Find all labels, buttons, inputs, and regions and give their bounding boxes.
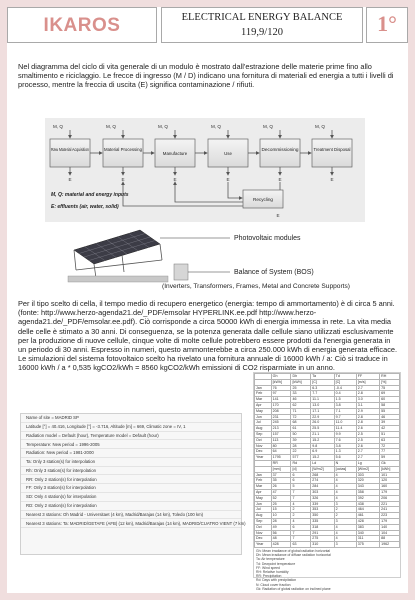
table-cell: 1.5 [334, 397, 356, 403]
table-cell: 179 [380, 489, 400, 495]
table-cell: 2.7 [356, 449, 379, 455]
table-cell: 9.9 [334, 431, 356, 437]
table-cell: Rd [291, 460, 311, 466]
note-line: N: Cloud cover fraction [256, 582, 291, 587]
stage-raw-material: Raw Material Acquisition [51, 147, 90, 152]
table-cell: 284 [311, 484, 334, 490]
table-cell: 22.9 [311, 414, 334, 420]
table-cell: 26 [271, 484, 291, 490]
table-cell: Mar [255, 397, 272, 403]
table-cell: Dh [291, 374, 311, 380]
table-cell: 25.5 [311, 426, 334, 432]
body-paragraph: Per il tipo scelto di cella, il tempo medio di recupero energetico (energia: tempo di ammortamento) è di circa 5 anni.(fonte: http://www.herzo-agenda21.de/_PDF/emsolar HYPERLINK.ee.pdf http://www.herzo-agenda21.de/_PDF/emsolar.ee.pdf). Ciò corrisponde a circa 50000 kWh di energia immessa in rete. La vita media delle celle è stimato a 30 anni. Di conseguenza, se la potenza generata dalle cellule siano utilizzati esclusivamente per la produzione di nuove cellule, cinque volte di molte cellule potrebbero essere prodotti da l'energia generata in un periodo di 30 anni. Espresso in numeri, questo ammonterebbe a circa 250.000 kWh di energia generata efficace. Le simulazioni del sistema fotovoltaico scelto ha rivelato una fornitura annuale di 16000 kWh / a: Ciò si traduce in 16000 kWh / a * 0,535 kgCO2/kWh = 8560 kgCO2/kWh emissioni di CO2 risparmiate in un anno. [18, 299, 398, 373]
table-cell: 56 [271, 530, 291, 536]
stage-box-decommissioning [260, 139, 300, 167]
table-cell: 353 [311, 507, 334, 513]
table-cell: 60 [380, 397, 400, 403]
table-cell: 2.7 [356, 385, 379, 391]
table-cell: 326 [311, 495, 334, 501]
table-cell: 3.8 [334, 402, 356, 408]
table-cell: 2.6 [356, 426, 379, 432]
table-cell: 28 [271, 518, 291, 524]
table-cell: 25 [271, 501, 291, 507]
legend-effluents: E: effluents (air, water, solid) [51, 204, 119, 210]
table-cell: 68 [291, 420, 311, 426]
note-line: Gh: Mean irradiance of global radiation horizontal [256, 548, 331, 553]
table-cell: Jul [255, 420, 272, 426]
table-cell: 59 [380, 455, 400, 461]
table-cell: 3.1 [356, 402, 379, 408]
table-cell: 72 [380, 443, 400, 449]
note-line: RH: Relative humidity [256, 569, 289, 574]
table-cell: 7.1 [334, 408, 356, 414]
table-cell: 160 [380, 484, 400, 490]
note-line: Ta: Air temperature [256, 557, 285, 562]
table-cell: 340 [356, 530, 379, 536]
table-cell: [octas] [334, 466, 356, 472]
table-cell: 274 [311, 478, 334, 484]
output-label-2: E [121, 177, 125, 182]
table-cell: 76 [271, 385, 291, 391]
title-box [161, 7, 363, 43]
table-cell: 69 [380, 391, 400, 397]
table-cell: Td [334, 374, 356, 380]
table-cell: 51 [380, 431, 400, 437]
input-label-1: M, Q [53, 124, 63, 129]
climate-data-panel [253, 372, 401, 591]
table-cell: Nov [255, 530, 272, 536]
table-cell: Year [255, 542, 272, 548]
site-info-row: FF: Only 3 station(s) for interpolation [21, 484, 241, 493]
stage-box-material-processing [103, 139, 143, 167]
table-cell: 4 [291, 501, 311, 507]
table-cell: 461 [356, 513, 379, 519]
table-cell: [W/m2] [311, 466, 334, 472]
table-cell: 39 [380, 420, 400, 426]
recycling-label: Recycling [253, 197, 273, 202]
table-cell: 208 [271, 408, 291, 414]
table-cell: 15.2 [311, 437, 334, 443]
table-cell: 7 [291, 536, 311, 542]
table-cell: 11.0 [334, 420, 356, 426]
site-info-row: Radiation model = Default (hour), Temperature model = Default (hour) [21, 432, 241, 441]
table-cell: 428 [271, 542, 291, 548]
table-cell: Aug [255, 426, 272, 432]
table-cell: 2.8 [356, 391, 379, 397]
table-cell: 4 [334, 524, 356, 530]
table-cell: 52 [271, 495, 291, 501]
table-cell: 15.2 [311, 455, 334, 461]
site-info-row: Temperature: New period = 1996-2005 [21, 440, 241, 449]
table-cell: 0.4 [334, 391, 356, 397]
table-cell: 179 [380, 518, 400, 524]
table-cell: Gh [271, 374, 291, 380]
table-cell: 63 [380, 437, 400, 443]
table-cell: 464 [356, 507, 379, 513]
inverter-illustration [174, 264, 188, 280]
table-cell: 339 [311, 501, 334, 507]
table-cell: 46 [291, 397, 311, 403]
table-cell: Jul [255, 507, 272, 513]
table-cell: 6 [291, 472, 311, 478]
table-cell: Ta [311, 374, 334, 380]
table-cell: 2.6 [356, 443, 379, 449]
table-cell: 2 [334, 513, 356, 519]
site-info-row: RD: Only 2 station(s) for interpolation [21, 502, 241, 511]
input-label-5: M, Q [263, 124, 273, 129]
table-cell: 4 [291, 518, 311, 524]
table-cell: 72 [291, 414, 311, 420]
output-label-6: E [330, 177, 334, 182]
table-cell: 223 [380, 513, 400, 519]
input-label-6: M, Q [315, 124, 325, 129]
table-cell: Aug [255, 513, 272, 519]
table-cell: 62 [291, 402, 311, 408]
table-cell: 6 [291, 524, 311, 530]
site-info-row: Radiation: New period = 1981-2000 [21, 449, 241, 458]
table-cell: 26.0 [311, 420, 334, 426]
table-cell: 375 [356, 542, 379, 548]
table-cell: 275 [311, 536, 334, 542]
note-line: RR: Precipitation [256, 574, 282, 579]
table-cell: 4 [334, 536, 356, 542]
site-info-panel [20, 413, 246, 555]
table-cell: 3 [334, 542, 356, 548]
table-cell: Jun [255, 414, 272, 420]
site-info-row: Nearest 3 stations: Oh Madrid - Universitaet (4 km), Madrid/Barajas (14 km), Toledo (100 km) [21, 511, 241, 520]
table-cell: 75 [380, 385, 400, 391]
output-label-3: E [173, 177, 177, 182]
table-cell: 392 [356, 495, 379, 501]
table-cell: 6.3 [311, 385, 334, 391]
stage-manufacture: Manufacture [162, 151, 188, 156]
table-cell: Feb [255, 478, 272, 484]
table-cell: 231 [271, 414, 291, 420]
header [7, 7, 408, 44]
site-info-row: Nearest 3 stations: Ta: MADRID/GETAFE (AFB) (12 km), Madrid/Barajas (14 km), MADRID/CUATRO VIENT (7 km) [21, 519, 241, 528]
table-cell: -0.4 [334, 385, 356, 391]
site-info-row: Name of site = MADRID SP [21, 414, 241, 423]
table-cell: 9.8 [311, 443, 334, 449]
note-line: Rd: Days with precipitation [256, 578, 297, 583]
table-cell: Mar [255, 484, 272, 490]
input-label-2: M, Q [106, 124, 116, 129]
table-cell: 46 [380, 414, 400, 420]
table-cell: 343 [356, 484, 379, 490]
table-cell: 335 [311, 518, 334, 524]
table-cell: 7 [291, 530, 311, 536]
table-cell: 7 [291, 495, 311, 501]
stage-treatment: Treatment Disposal [313, 147, 351, 152]
table-cell: 318 [311, 524, 334, 530]
table-cell: 63 [291, 542, 311, 548]
table-cell: 1.3 [334, 449, 356, 455]
note-line: Dh: Mean irradiance of diffuse radiation horizontal [256, 553, 331, 558]
brand-name: IKAROS [43, 15, 121, 36]
climate-notes [254, 548, 400, 592]
table-cell: [C] [311, 379, 334, 385]
table-cell: 320 [356, 478, 379, 484]
table-cell: 64 [271, 449, 291, 455]
site-info-row: Latitude [°] = 40.416, Longitude [°] = -3.716, Altitude [m] = 669, Climatic zone = IV, 1 [21, 423, 241, 432]
table-cell: 3.8 [334, 443, 356, 449]
table-cell: Sep [255, 518, 272, 524]
table-cell: 1962 [380, 542, 400, 548]
table-cell: 2.5 [356, 431, 379, 437]
section-number-box [366, 7, 408, 43]
table-cell: May [255, 495, 272, 501]
brand-box [7, 7, 157, 43]
table-cell: 7.6 [334, 437, 356, 443]
table-cell: 438 [356, 501, 379, 507]
table-cell: 245 [271, 420, 291, 426]
table-cell: 11.4 [334, 426, 356, 432]
table-cell: 3 [334, 518, 356, 524]
table-cell: [C] [334, 379, 356, 385]
table-cell: 4 [334, 530, 356, 536]
site-info-row: Ta: Only 3 station(s) for interpolation [21, 458, 241, 467]
stage-material-processing: Material Processing [104, 147, 143, 152]
table-cell: 25 [291, 385, 311, 391]
table-cell: 97 [271, 391, 291, 397]
table-cell: 2 [291, 507, 311, 513]
table-cell: 303 [356, 472, 379, 478]
table-cell: 58 [380, 402, 400, 408]
table-cell: May [255, 408, 272, 414]
table-cell: 22 [291, 449, 311, 455]
table-cell: [d] [291, 466, 311, 472]
table-cell: 7 [291, 489, 311, 495]
table-cell: 55 [380, 408, 400, 414]
recycling-output-label: E [276, 213, 280, 218]
table-cell: Dec [255, 536, 272, 542]
bos-label: Balance of System (BOS) [234, 269, 314, 276]
table-cell: 206 [380, 495, 400, 501]
table-cell: Dec [255, 449, 272, 455]
output-label-4: E [226, 177, 230, 182]
table-cell: [m/s] [356, 379, 379, 385]
table-row [255, 542, 400, 548]
table-cell: 50 [291, 431, 311, 437]
table-cell: 71 [291, 408, 311, 414]
pv-system-figure [62, 224, 352, 292]
table-cell: RH [380, 374, 400, 380]
table-cell: 10 [271, 513, 291, 519]
note-line: Td: Dewpoint temperature [256, 561, 296, 566]
table-cell: 2.9 [356, 408, 379, 414]
table-cell: 2.7 [356, 455, 379, 461]
table-cell: 428 [356, 518, 379, 524]
table-cell: 120 [380, 478, 400, 484]
table-cell: [W/m2] [356, 466, 379, 472]
site-info-row: SD: Only 4 station(s) for interpolation [21, 493, 241, 502]
table-cell: [kWh] [291, 379, 311, 385]
table-cell: Oct [255, 524, 272, 530]
table-cell: 303 [311, 489, 334, 495]
table-cell: 213 [271, 426, 291, 432]
section-number: 1° [377, 11, 397, 36]
table-cell: 1795 [271, 455, 291, 461]
table-cell: Ld [311, 460, 334, 466]
table-cell: FF [356, 374, 379, 380]
table-cell: 7.7 [311, 391, 334, 397]
table-cell: Oct [255, 437, 272, 443]
table-cell: 2 [291, 513, 311, 519]
table-cell: 88 [380, 536, 400, 542]
table-cell: 291 [311, 530, 334, 536]
table-cell: 4 [334, 495, 356, 501]
table-cell: Apr [255, 402, 272, 408]
table-cell: 5 [291, 484, 311, 490]
pv-modules-label: Photovoltaic modules [234, 235, 301, 242]
table-cell: 6.9 [311, 449, 334, 455]
table-cell: Jun [255, 501, 272, 507]
table-cell: 3.0 [356, 397, 379, 403]
stage-use: Use [224, 151, 232, 156]
table-cell: 2.8 [356, 420, 379, 426]
legend-material-energy: M, Q: material and energy inputs [51, 192, 129, 198]
lifecycle-diagram [45, 118, 365, 222]
table-cell: 37 [271, 472, 291, 478]
table-cell: N [334, 460, 356, 466]
table-cell: 221 [380, 501, 400, 507]
table-cell: 311 [356, 536, 379, 542]
table-cell: RR [271, 460, 291, 466]
table-cell: 268 [311, 472, 334, 478]
table-cell: Feb [255, 391, 272, 397]
table-cell: 4 [334, 478, 356, 484]
table-cell: 104 [380, 530, 400, 536]
table-cell: 3 [334, 501, 356, 507]
table-cell: 33 [291, 391, 311, 397]
table-cell: 383 [356, 524, 379, 530]
climate-data-table [254, 373, 400, 548]
stage-box-raw-material [50, 139, 90, 167]
table-cell: 310 [311, 542, 334, 548]
table-cell: 6 [291, 478, 311, 484]
table-cell: 4 [334, 489, 356, 495]
table-cell: 577 [291, 455, 311, 461]
table-cell: 2.8 [356, 414, 379, 420]
table-cell: 48 [271, 536, 291, 542]
table-cell: 157 [271, 431, 291, 437]
table-cell: Sep [255, 431, 272, 437]
table-cell: 358 [356, 489, 379, 495]
table-cell: 241 [380, 507, 400, 513]
table-cell: 113 [271, 437, 291, 443]
table-cell: 4 [334, 472, 356, 478]
output-label-5: E [278, 177, 282, 182]
table-cell: Gk [380, 460, 400, 466]
table-cell: 11.1 [311, 397, 334, 403]
output-label-1: E [68, 177, 72, 182]
note-line: Gk: Radiation of global radiation on inclined plane [256, 586, 331, 591]
page-reference: 119,9/120 [241, 27, 283, 38]
table-cell: 28 [291, 443, 311, 449]
stage-decommissioning: Decommissioning [261, 147, 300, 152]
table-cell: 15 [271, 507, 291, 513]
table-cell: 77 [380, 449, 400, 455]
table-cell: 49 [271, 524, 291, 530]
table-cell: 80 [271, 443, 291, 449]
table-cell: 61 [291, 426, 311, 432]
table-cell: Jan [255, 472, 272, 478]
table-cell: Jan [255, 385, 272, 391]
bos-sub-label: (Inverters, Transformers, Frames, Metal and Concrete Supports) [162, 284, 350, 290]
table-cell: [mm] [271, 466, 291, 472]
table-cell: 101 [380, 472, 400, 478]
table-cell: 4 [334, 484, 356, 490]
table-cell: Lg [356, 460, 379, 466]
input-label-4: M, Q [211, 124, 221, 129]
table-cell: 39 [291, 437, 311, 443]
table-cell: 13.0 [311, 402, 334, 408]
table-cell: [kWh] [380, 466, 400, 472]
input-label-3: M, Q [158, 124, 168, 129]
table-cell: Nov [255, 443, 272, 449]
table-cell: 21.1 [311, 431, 334, 437]
table-cell: Year [255, 455, 272, 461]
table-cell: 17.1 [311, 408, 334, 414]
table-cell: 2.5 [356, 437, 379, 443]
table-cell: 141 [271, 397, 291, 403]
table-cell: 350 [311, 513, 334, 519]
table-cell: 42 [380, 426, 400, 432]
table-cell: [kWh] [271, 379, 291, 385]
intro-paragraph: Nel diagramma del ciclo di vita generale di un modulo è mostrato dall'estrazione delle materie prime fino allo smaltimento e riciclaggio. Le frecce di ingresso (M / D) indicano una fornitura di materiali ed energia a tutti i livelli di processo, mentre la freccia di uscita (E) significa contaminazione / rifiuti. [18, 62, 394, 90]
site-info-row: RR: Only 2 station(s) for interpolation [21, 475, 241, 484]
table-cell: 35 [271, 478, 291, 484]
page-title: ELECTRICAL ENERGY BALANCE [181, 12, 343, 23]
site-info-row: Rh: Only 3 station(s) for interpolation [21, 467, 241, 476]
table-cell: 5.6 [334, 455, 356, 461]
table-cell: 140 [380, 524, 400, 530]
note-line: FF: Wind speed [256, 565, 280, 570]
stage-box-treatment [312, 139, 352, 167]
table-cell: 170 [271, 402, 291, 408]
table-cell: [%] [380, 379, 400, 385]
table-cell: Apr [255, 489, 272, 495]
table-cell: 47 [271, 489, 291, 495]
table-cell: 9.7 [334, 414, 356, 420]
table-cell: 2 [334, 507, 356, 513]
